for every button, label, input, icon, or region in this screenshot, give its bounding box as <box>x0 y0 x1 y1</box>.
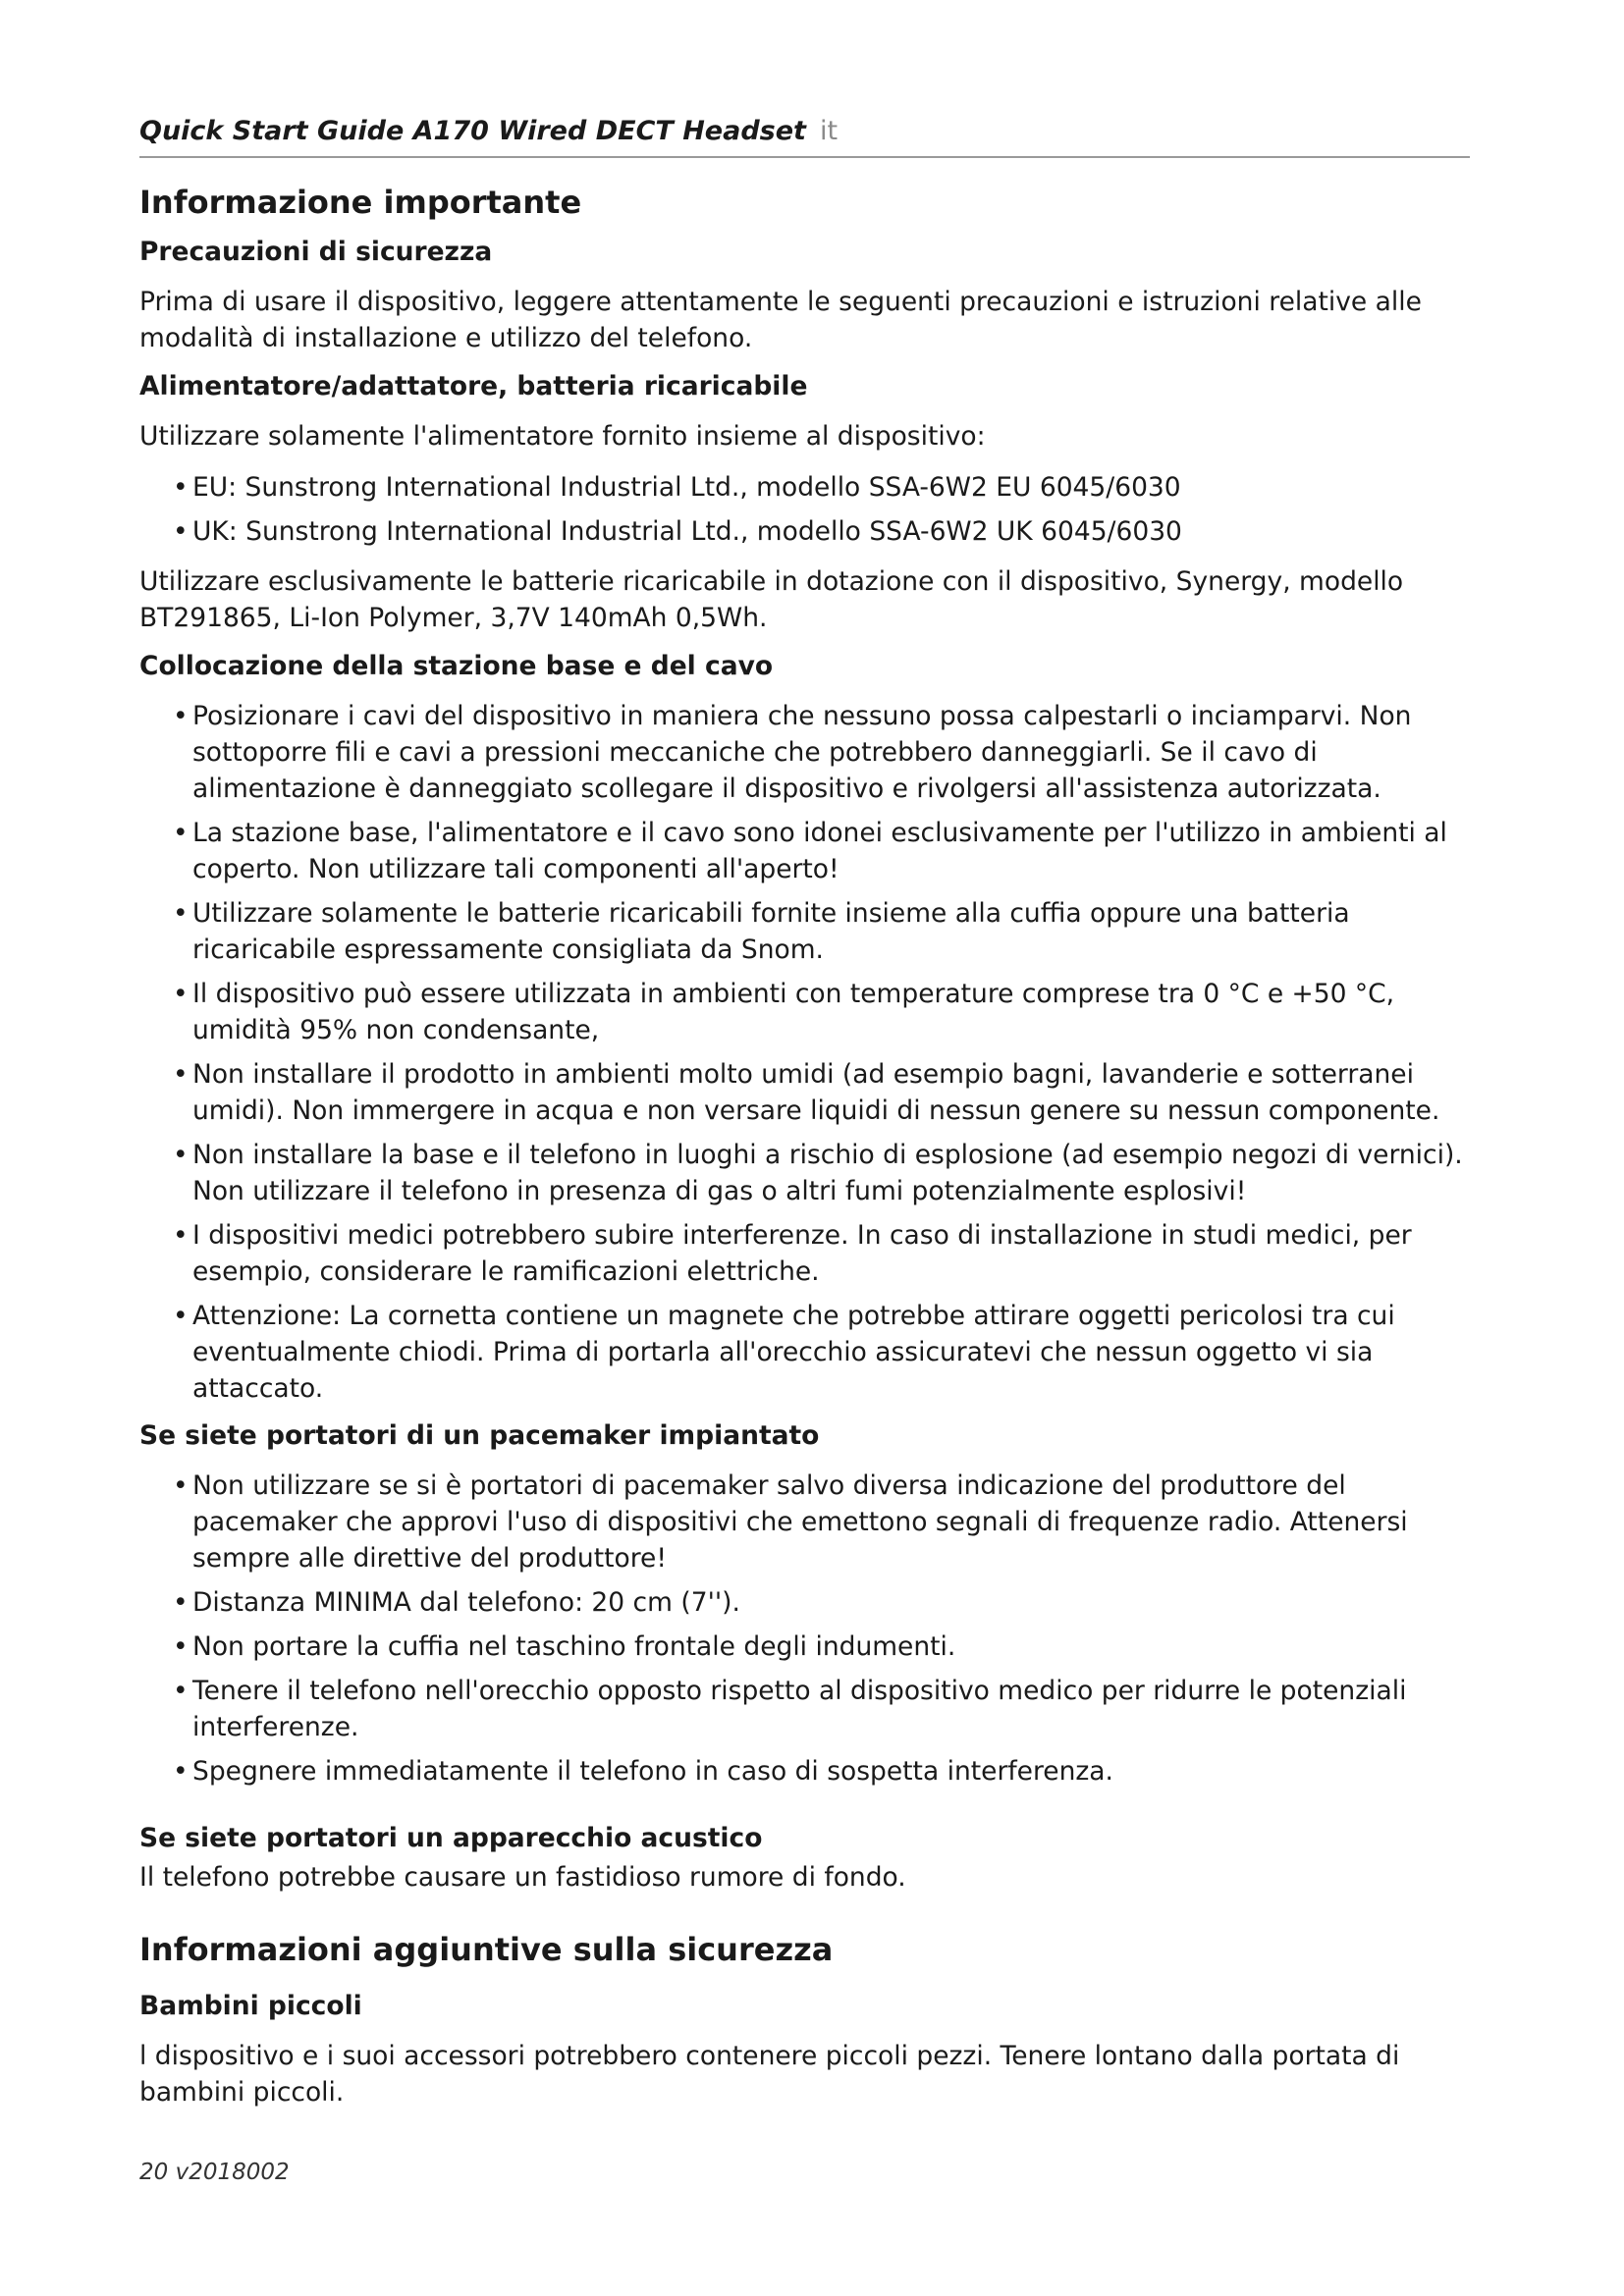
hearing-paragraph: Il telefono potrebbe causare un fastidioso rumore di fondo. <box>139 1862 906 1894</box>
subheading-power-supply: Alimentatore/adattatore, batteria ricaricabile <box>139 371 808 402</box>
list-item: • Spegnere immediatamente il telefono in caso di sospetta interferenza. <box>173 1753 1470 1789</box>
list-item: • Posizionare i cavi del dispositivo in maniera che nessuno possa calpestarli o inciamparvi. Non sottoporre fili e cavi a pressioni meccaniche che potrebbero danneggiarli. Se il cavo di alimentazione è danneggiato scollegare il dispositivo e rivolgersi all'assistenza autorizzata. <box>173 698 1470 807</box>
subheading-pacemaker: Se siete portatori di un pacemaker impiantato <box>139 1419 820 1451</box>
section-heading-additional-safety: Informazioni aggiuntive sulla sicurezza <box>139 1931 834 1969</box>
header-language: it <box>819 116 839 146</box>
subheading-small-children: Bambini piccoli <box>139 1990 362 2021</box>
safety-paragraph: Prima di usare il dispositivo, leggere attentamente le seguenti precauzioni e istruzioni relative alle modalità di installazione e utilizzo del telefono. <box>139 287 1422 354</box>
list-item: • Utilizzare solamente le batterie ricaricabili fornite insieme alla cuffia oppure una batteria ricaricabile espressamente consigliata da Snom. <box>173 895 1470 968</box>
page-content <box>139 116 1470 2125</box>
placement-list <box>139 698 1470 1407</box>
list-item: • Non installare la base e il telefono in luoghi a rischio di esplosione (ad esempio negozi di vernici). Non utilizzare il telefono in presenza di gas o altri fumi potenzialmente esplosivi! <box>173 1137 1470 1209</box>
list-item: • UK: Sunstrong International Industrial Ltd., modello SSA-6W2 UK 6045/6030 <box>173 513 1470 550</box>
list-item: • Tenere il telefono nell'orecchio opposto rispetto al dispositivo medico per ridurre le potenziali interferenze. <box>173 1673 1470 1745</box>
pacemaker-list <box>139 1468 1470 1789</box>
list-item: • I dispositivi medici potrebbero subire interferenze. In caso di installazione in studi medici, per esempio, considerare le ramificazioni elettriche. <box>173 1217 1470 1290</box>
list-item: • Non installare il prodotto in ambienti molto umidi (ad esempio bagni, lavanderie e sotterranei umidi). Non immergere in acqua e non versare liquidi di nessun genere su nessun componente. <box>173 1056 1470 1129</box>
children-paragraph: l dispositivo e i suoi accessori potrebbero contenere piccoli pezzi. Tenere lontano dalla portata di bambini piccoli. <box>139 2040 1400 2108</box>
section-heading-important-info: Informazione importante <box>139 184 582 221</box>
list-item: • Non portare la cuffia nel taschino frontale degli indumenti. <box>173 1629 1470 1665</box>
page-footer: 20 v2018002 <box>139 2160 290 2185</box>
subheading-base-placement: Collocazione della stazione base e del cavo <box>139 650 774 681</box>
header-title: Quick Start Guide A170 Wired DECT Headset <box>139 116 806 146</box>
subheading-safety-precautions: Precauzioni di sicurezza <box>139 237 493 268</box>
battery-paragraph: Utilizzare esclusivamente le batterie ricaricabile in dotazione con il dispositivo, Synergy, modello BT291865, Li-Ion Polymer, 3,7V 140mAh 0,5Wh. <box>139 565 1404 633</box>
list-item: • Attenzione: La cornetta contiene un magnete che potrebbe attirare oggetti pericolosi tra cui eventualmente chiodi. Prima di portarla all'orecchio assicuratevi che nessun oggetto vi sia attaccato. <box>173 1298 1470 1407</box>
list-item: • Il dispositivo può essere utilizzata in ambienti con temperature comprese tra 0 °C e +50 °C, umidità 95% non condensante, <box>173 976 1470 1048</box>
list-item: • EU: Sunstrong International Industrial Ltd., modello SSA-6W2 EU 6045/6030 <box>173 469 1470 506</box>
page-header <box>139 116 1470 158</box>
list-item: • La stazione base, l'alimentatore e il cavo sono idonei esclusivamente per l'utilizzo in ambienti al coperto. Non utilizzare tali componenti all'aperto! <box>173 815 1470 887</box>
list-item: • Distanza MINIMA dal telefono: 20 cm (7''). <box>173 1584 1470 1621</box>
power-supply-list <box>139 469 1470 550</box>
list-item: • Non utilizzare se si è portatori di pacemaker salvo diversa indicazione del produttore del pacemaker che approvi l'uso di dispositivi che emettono segnali di frequenze radio. Attenersi sempre alle direttive del produttore! <box>173 1468 1470 1576</box>
power-intro: Utilizzare solamente l'alimentatore fornito insieme al dispositivo: <box>139 420 986 452</box>
subheading-hearing-aid: Se siete portatori un apparecchio acustico <box>139 1822 763 1853</box>
